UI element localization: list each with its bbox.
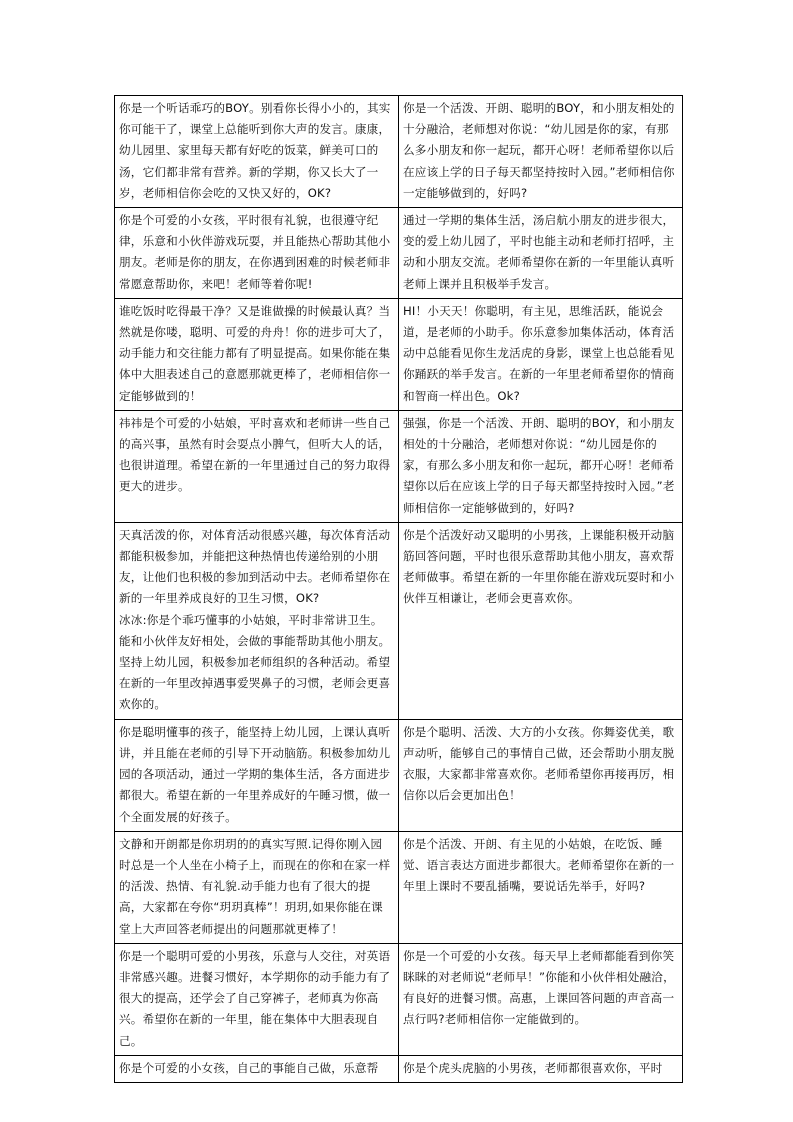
comment-cell-left (115, 943, 399, 1055)
comment-cell-left (115, 298, 399, 410)
comment-cell-right (399, 1055, 683, 1082)
comment-text: 你是个活泼好动又聪明的小男孩，上课能积极开动脑筋回答问题，平时也很乐意帮助其他小朋友，喜欢帮老师做事。希望在新的一年里你能在游戏玩耍时和小伙伴互相谦让，老师会更喜欢你。 (403, 527, 675, 606)
comment-cell-right (399, 96, 683, 208)
comment-text: 你是一个听话乖巧的BOY。别看你长得小小的，其实你可能干了，课堂上总能听到你大声的发言。康康，幼儿园里、家里每天都有好吃的饭菜，鲜美可口的汤，它们都非常有营养。新的学期，你又长大了一岁，老师相信你会吃的又快又好的，OK? (119, 101, 391, 200)
comment-cell-right (399, 831, 683, 943)
comment-text: 你是个虎头虎脑的小男孩，老师都很喜欢你，平时 (403, 1060, 663, 1075)
comment-text: 你是个可爱的小女孩，平时很有礼貌，也很遵守纪律，乐意和小伙伴游戏玩耍，并且能热心帮助其他小朋友。老师是你的朋友，在你遇到困难的时候老师非常愿意帮助你，来吧！老师等着你呢! (119, 213, 391, 291)
comment-cell-right (399, 410, 683, 522)
comment-text: 天真活泼的你，对体育活动很感兴趣，每次体育活动都能积极参加，并能把这种热情也传递给别的小朋友，让他们也积极的参加到活动中去。老师希望你在新的一年里养成良好的卫生习惯，OK? (119, 527, 391, 606)
table-row (115, 410, 683, 522)
comment-text: 文静和开朗都是你玥玥的的真实写照.记得你刚入园时总是一个人坐在小椅子上，而现在的你和在家一样的活泼、热情、有礼貌.动手能力也有了很大的提高，大家都在夸你“玥玥真棒”！玥玥,如果你能在课堂上大声回答老师提出的问题那就更棒了！ (119, 836, 391, 936)
comment-text: 祎祎是个可爱的小姑娘，平时喜欢和老师讲一些自己的高兴事，虽然有时会耍点小脾气，但听大人的话，也很讲道理。希望在新的一年里通过自己的努力取得更大的进步。 (119, 415, 391, 494)
comment-cell-left (115, 831, 399, 943)
comment-text: 你是个可爱的小女孩，自己的事能自己做，乐意帮 (119, 1060, 379, 1075)
comment-cell-right (399, 943, 683, 1055)
table-row (115, 943, 683, 1055)
comment-cell-left (115, 1055, 399, 1082)
table-row (115, 208, 683, 299)
comments-table-body (115, 96, 683, 1083)
table-row (115, 831, 683, 943)
comment-text: 强强，你是一个活泼、开朗、聪明的BOY，和小朋友相处的十分融洽，老师想对你说：“幼儿园是你的家，有那么多小朋友和你一起玩，都开心呀！老师希望你以后在应该上学的日子每天都坚持按时入园。”老师相信你一定能够做到的，好吗? (403, 415, 675, 515)
table-row (115, 522, 683, 719)
table-row (115, 298, 683, 410)
comment-text: 谁吃饭时吃得最干净？又是谁做操的时候最认真？当然就是你喽，聪明、可爱的舟舟！你的进步可大了，动手能力和交往能力都有了明显提高。如果你能在集体中大胆表述自己的意愿那就更棒了，老师相信你一定能够做到的！ (119, 303, 391, 403)
comment-text: 你是聪明懂事的孩子，能坚持上幼儿园，上课认真听讲，并且能在老师的引导下开动脑筋。积极参加幼儿园的各项活动，通过一学期的集体生活，各方面进步都很大。希望在新的一年里养成好的午睡习惯，做一个全面发展的好孩子。 (119, 724, 391, 824)
comment-text: HI！小天天！你聪明，有主见，思维活跃，能说会道，是老师的小助手。你乐意参加集体活动，体育活动中总能看见你生龙活虎的身影，课堂上也总能看见你踊跃的举手发言。在新的一年里老师希望你的情商和智商一样出色。Ok? (403, 303, 675, 403)
comments-table (114, 95, 683, 1083)
comment-cell-right (399, 719, 683, 831)
comment-text: 冰冰:你是个乖巧懂事的小姑娘，平时非常讲卫生。能和小伙伴友好相处，会做的事能帮助其他小朋友。坚持上幼儿园，积极参加老师组织的各种活动。希望在新的一年里改掉遇事爱哭鼻子的习惯，老师会更喜欢你的。 (119, 612, 391, 712)
comment-text: 通过一学期的集体生活，汤启航小朋友的进步很大，变的爱上幼儿园了，平时也能主动和老师打招呼，主动和小朋友交流。老师希望你在新的一年里能认真听老师上课并且积极举手发言。 (403, 213, 675, 291)
comment-text: 你是个活泼、开朗、有主见的小姑娘，在吃饭、睡觉、语言表达方面进步都很大。老师希望你在新的一年里上课时不要乱插嘴，要说话先举手，好吗? (403, 836, 675, 894)
comment-cell-right (399, 208, 683, 299)
comment-text: 你是一个活泼、开朗、聪明的BOY，和小朋友相处的十分融洽，老师想对你说：“幼儿园是你的家，有那么多小朋友和你一起玩，都开心呀！老师希望你以后在应该上学的日子每天都坚持按时入园。”老师相信你一定能够做到的，好吗? (403, 101, 675, 200)
comment-cell-left (115, 522, 399, 719)
comment-cell-left (115, 719, 399, 831)
comment-cell-left (115, 410, 399, 522)
comment-cell-left (115, 208, 399, 299)
table-row (115, 96, 683, 208)
comment-text: 你是个聪明、活泼、大方的小女孩。你舞姿优美，歌声动听，能够自己的事情自己做，还会帮助小朋友脱衣服，大家都非常喜欢你。老师希望你再接再厉，相信你以后会更加出色！ (403, 724, 675, 803)
comment-cell-right (399, 298, 683, 410)
document-page (114, 95, 682, 1083)
comment-text: 你是一个可爱的小女孩。每天早上老师都能看到你笑眯眯的对老师说“老师早！”你能和小伙伴相处融洽，有良好的进餐习惯。高惠，上课回答问题的声音高一点行吗?老师相信你一定能做到的。 (403, 948, 675, 1027)
table-row (115, 719, 683, 831)
comment-text: 你是一个聪明可爱的小男孩，乐意与人交往，对英语非常感兴趣。进餐习惯好，本学期你的动手能力有了很大的提高，还学会了自己穿裤子，老师真为你高兴。希望你在新的一年里，能在集体中大胆表现自己。 (119, 948, 391, 1048)
comment-cell-left (115, 96, 399, 208)
comment-cell-right (399, 522, 683, 719)
table-row (115, 1055, 683, 1082)
